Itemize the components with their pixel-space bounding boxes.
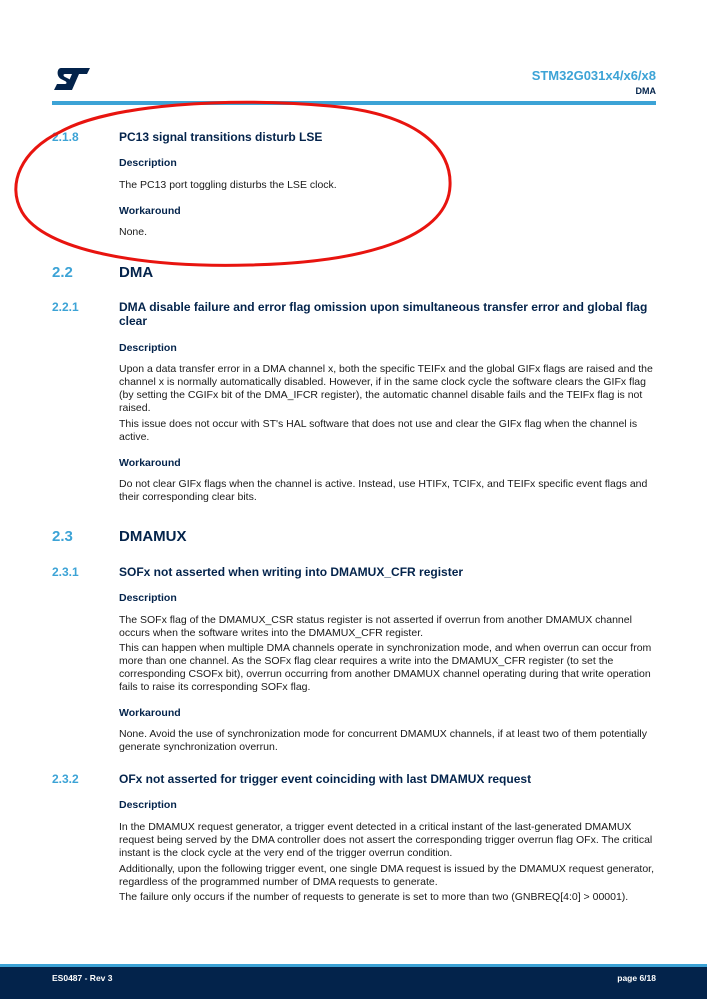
footer-divider xyxy=(0,964,707,967)
workaround-label: Workaround xyxy=(119,205,181,217)
workaround-text: None. Avoid the use of synchronization mode for concurrent DMAMUX channels, if at least two of them potentially generate synchronization overrun. xyxy=(119,728,647,753)
workaround-text: Do not clear GIFx flags when the channel is active. Instead, use HTIFx, TCIFx, and TEIFx specific event flags and their corresponding clear bits. xyxy=(119,478,648,503)
description-text: The failure only occurs if the number of requests to generate is set to more than two (GNBREQ[4:0] > 00001). xyxy=(119,891,629,903)
description-text: The PC13 port toggling disturbs the LSE clock. xyxy=(119,179,337,191)
section-heading-2-3 xyxy=(52,528,656,546)
header-section-name: DMA xyxy=(635,86,656,96)
section-number: 2.3.1 xyxy=(52,565,79,579)
section-number: 2.2 xyxy=(52,264,73,281)
description-label: Description xyxy=(119,592,177,604)
section-title: SOFx not asserted when writing into DMAMUX_CFR register xyxy=(119,565,464,579)
workaround-label: Workaround xyxy=(119,707,181,719)
section-heading-2-2-1 xyxy=(52,300,656,328)
section-heading-2-2 xyxy=(52,264,656,282)
document-title: STM32G031x4/x6/x8 xyxy=(531,68,656,83)
section-heading-2-3-2 xyxy=(52,772,656,786)
section-title: DMA xyxy=(119,264,154,281)
section-number: 2.3 xyxy=(52,528,73,545)
section-title: DMA disable failure and error flag omission upon simultaneous transfer error and global flag clear xyxy=(119,300,648,328)
description-text: Additionally, upon the following trigger event, one single DMA request is issued by the DMAMUX request generator, regardless of the programmed number of DMA requests to generate. xyxy=(119,863,655,888)
section-title: DMAMUX xyxy=(119,528,187,545)
section-title: PC13 signal transitions disturb LSE xyxy=(119,130,323,144)
workaround-label: Workaround xyxy=(119,457,181,469)
page-header xyxy=(532,68,656,98)
section-heading-2-3-1 xyxy=(52,565,656,579)
description-text: This can happen when multiple DMA channels operate in synchronization mode, and when overrun can occur from more than one channel. As the SOFx flag clear requires a write into the DMAMUX_CFR register (to set the corresponding CSOFx bit), overrun occurring from another DMAMUX channel operating during that write operation fails to raise its corresponding SOFx flag. xyxy=(119,642,652,693)
section-number: 2.1.8 xyxy=(52,130,79,144)
page-footer xyxy=(0,964,707,999)
description-text: Upon a data transfer error in a DMA channel x, both the specific TEIFx and the global GIFx flags are raised and the channel x is normally automatically disabled. However, if in the same clock cycle the software clears the GIFx flag (by setting the CGIFx bit of the DMA_IFCR register), the automatic channel disable fails and the TEIFx flag is not raised. xyxy=(119,363,653,414)
header-divider xyxy=(52,101,656,105)
description-text: The SOFx flag of the DMAMUX_CSR status register is not asserted if overrun from another DMAMUX channel occurs when the software writes into the DMAMUX_CFR register. xyxy=(119,614,632,639)
document-id: ES0487 - Rev 3 xyxy=(52,973,113,983)
workaround-text: None. xyxy=(119,226,148,238)
st-logo xyxy=(52,66,92,92)
section-heading-2-1-8 xyxy=(52,130,656,144)
page-number: page 6/18 xyxy=(617,973,656,983)
description-text: In the DMAMUX request generator, a trigger event detected in a critical instant of the last-generated DMAMUX request being served by the DMA controller does not assert the corresponding trigger overrun flag OFx. The critical instant is the clock cycle at the very end of the trigger overrun condition. xyxy=(119,821,653,859)
section-title: OFx not asserted for trigger event coinciding with last DMAMUX request xyxy=(119,772,532,786)
section-number: 2.3.2 xyxy=(52,772,79,786)
section-number: 2.2.1 xyxy=(52,300,79,314)
description-label: Description xyxy=(119,342,177,354)
description-text: This issue does not occur with ST's HAL software that does not use and clear the GIFx flag when the channel is active. xyxy=(119,418,638,443)
description-label: Description xyxy=(119,157,177,169)
description-label: Description xyxy=(119,799,177,811)
